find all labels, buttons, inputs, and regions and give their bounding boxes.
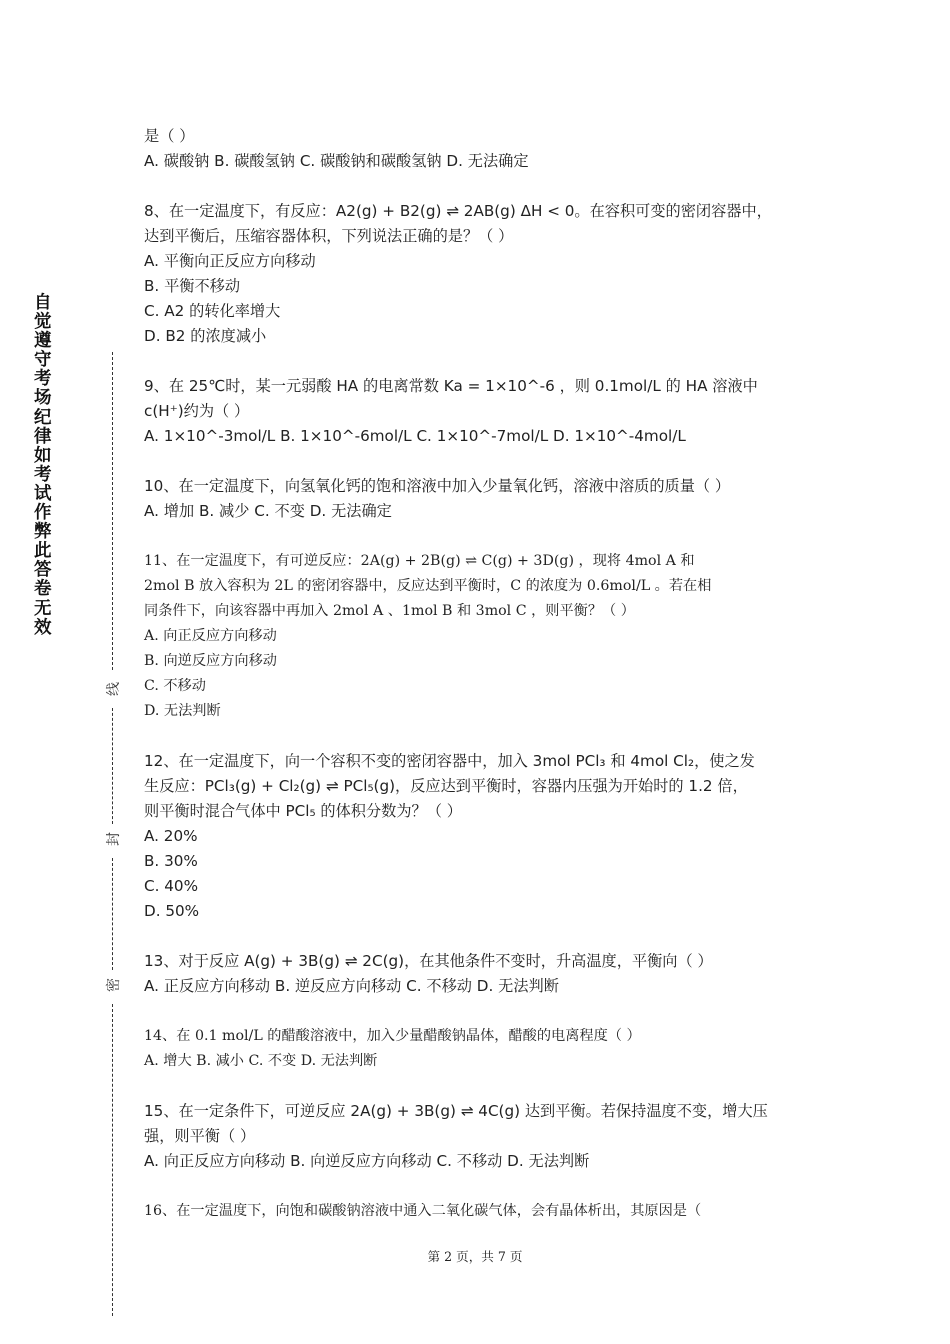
option-d: D. 无法判断 <box>144 703 221 719</box>
question-stem: 15、在一定条件下，可逆反应 2A(g) + 3B(g) ⇌ 4C(g) 达到平衡。若保持温度不变，增大压 <box>144 1102 768 1120</box>
question-10 <box>144 474 812 524</box>
question-16 <box>144 1199 812 1224</box>
question-list <box>144 124 812 1249</box>
question-stem: 10、在一定温度下，向氢氧化钙的饱和溶液中加入少量氧化钙，溶液中溶质的质量（ ） <box>144 477 731 495</box>
question-stem: 12、在一定温度下，向一个容积不变的密闭容器中，加入 3mol PCl₃ 和 4mol Cl₂，使之发 <box>144 752 755 770</box>
question-options: A. 增加 B. 减少 C. 不变 D. 无法确定 <box>144 502 392 520</box>
question-stem: 强，则平衡（ ） <box>144 1127 256 1145</box>
exam-discipline-warning: 自觉遵守考场纪律如考试作弊此答卷无效 <box>34 293 52 638</box>
question-options: A. 增大 B. 减小 C. 不变 D. 无法判断 <box>144 1053 378 1069</box>
binding-dashed-line <box>112 1004 113 1316</box>
seal-mark-secret: 密 <box>106 978 122 992</box>
seal-mark-line: 线 <box>106 682 122 696</box>
option-c: C. 40% <box>144 877 199 895</box>
binding-dashed-line <box>112 708 113 824</box>
binding-dashed-line <box>112 352 113 670</box>
question-stem: 8、在一定温度下，有反应：A2(g) + B2(g) ⇌ 2AB(g) ΔH < 0。在容积可变的密闭容器中， <box>144 202 772 220</box>
question-line: 是（ ） <box>144 127 195 145</box>
question-stem: 16、在一定温度下，向饱和碳酸钠溶液中通入二氧化碳气体，会有晶体析出，其原因是（ <box>144 1203 702 1219</box>
question-stem: 9、在 25℃时，某一元弱酸 HA 的电离常数 Ka = 1×10^-6 ，则 0.1mol/L 的 HA 溶液中 <box>144 377 758 395</box>
question-stem: 同条件下，向该容器中再加入 2mol A 、1mol B 和 3mol C ，则平衡？（ ） <box>144 603 635 619</box>
question-9 <box>144 374 812 449</box>
option-b: B. 向逆反应方向移动 <box>144 653 277 669</box>
option-a: A. 20% <box>144 827 198 845</box>
option-d: D. 50% <box>144 902 200 920</box>
question-13 <box>144 949 812 999</box>
question-options: A. 1×10^-3mol/L B. 1×10^-6mol/L C. 1×10^-7mol/L D. 1×10^-4mol/L <box>144 427 686 445</box>
question-stem: 14、在 0.1 mol/L 的醋酸溶液中，加入少量醋酸钠晶体，醋酸的电离程度（ ） <box>144 1028 641 1044</box>
question-options: A. 正反应方向移动 B. 逆反应方向移动 C. 不移动 D. 无法判断 <box>144 977 559 995</box>
binding-dashed-line <box>112 858 113 970</box>
question-7-continuation <box>144 124 812 174</box>
question-14 <box>144 1024 812 1074</box>
question-options: A. 碳酸钠 B. 碳酸氢钠 C. 碳酸钠和碳酸氢钠 D. 无法确定 <box>144 152 529 170</box>
question-12 <box>144 749 812 924</box>
option-a: A. 向正反应方向移动 <box>144 628 277 644</box>
question-11 <box>144 549 812 724</box>
seal-mark-seal: 封 <box>106 832 122 846</box>
question-stem: c(H⁺)约为（ ） <box>144 402 250 420</box>
question-stem: 13、对于反应 A(g) + 3B(g) ⇌ 2C(g)，在其他条件不变时，升高温度，平衡向（ ） <box>144 952 713 970</box>
option-b: B. 平衡不移动 <box>144 277 241 295</box>
question-8 <box>144 199 812 349</box>
question-stem: 11、在一定温度下，有可逆反应：2A(g) + 2B(g) ⇌ C(g) + 3D(g) ，现将 4mol A 和 <box>144 553 695 569</box>
page-number: 第 2 页，共 7 页 <box>427 1249 523 1264</box>
option-d: D. B2 的浓度减小 <box>144 327 267 345</box>
question-stem: 生反应：PCl₃(g) + Cl₂(g) ⇌ PCl₅(g)，反应达到平衡时，容器内压强为开始时的 1.2 倍， <box>144 777 748 795</box>
question-stem: 2mol B 放入容积为 2L 的密闭容器中，反应达到平衡时，C 的浓度为 0.6mol/L 。若在相 <box>144 578 712 594</box>
option-b: B. 30% <box>144 852 198 870</box>
question-15 <box>144 1099 812 1174</box>
question-stem: 则平衡时混合气体中 PCl₅ 的体积分数为？（ ） <box>144 802 462 820</box>
option-c: C. A2 的转化率增大 <box>144 302 281 320</box>
question-stem: 达到平衡后，压缩容器体积，下列说法正确的是？（ ） <box>144 227 514 245</box>
option-c: C. 不移动 <box>144 678 206 694</box>
question-options: A. 向正反应方向移动 B. 向逆反应方向移动 C. 不移动 D. 无法判断 <box>144 1152 590 1170</box>
option-a: A. 平衡向正反应方向移动 <box>144 252 316 270</box>
